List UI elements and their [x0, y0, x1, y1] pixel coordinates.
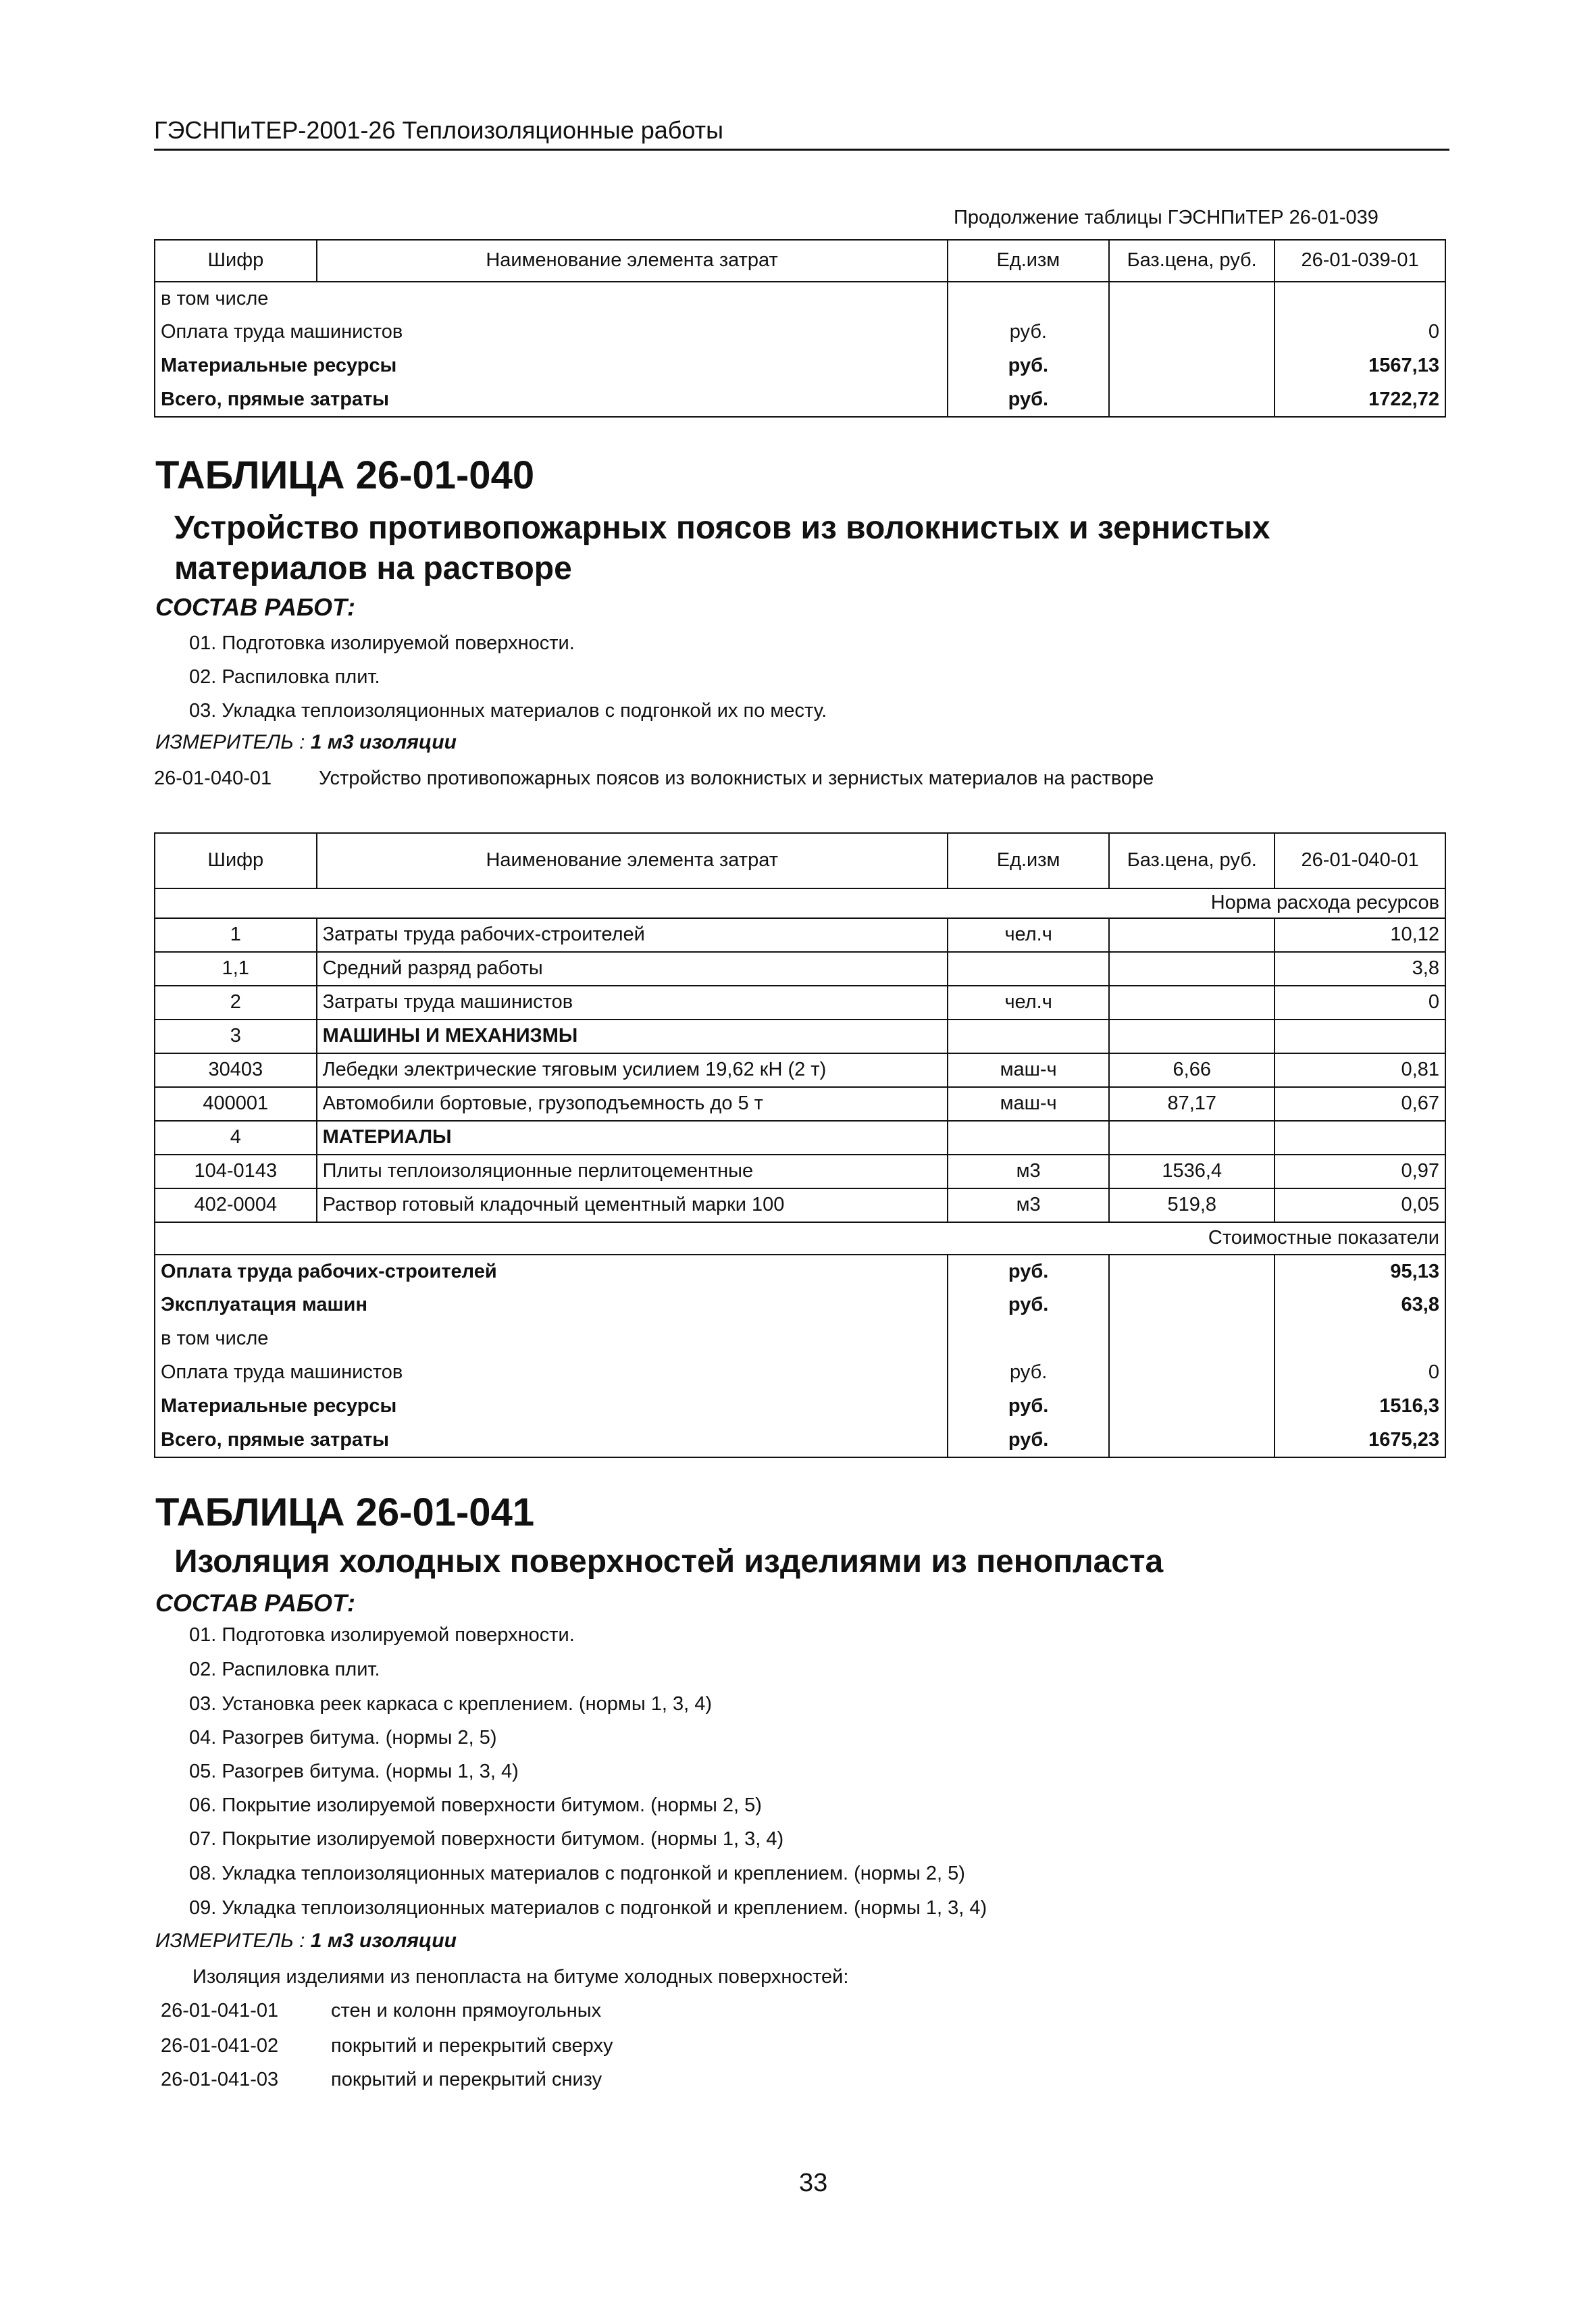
- work-step: 08. Укладка теплоизоляционных материалов с подгонкой и креплением. (нормы 2, 5): [189, 1863, 965, 1884]
- section-row: [155, 888, 1445, 918]
- row-price: [1109, 1255, 1275, 1288]
- row-code: 30403: [155, 1053, 317, 1087]
- row-name: Раствор готовый кладочный цементный марки 100: [317, 1188, 948, 1222]
- work-step: 06. Покрытие изолируемой поверхности битумом. (нормы 2, 5): [189, 1794, 762, 1816]
- row-price: 6,66: [1109, 1053, 1275, 1087]
- table-row: [155, 1322, 1445, 1356]
- work-step: 01. Подготовка изолируемой поверхности.: [189, 632, 575, 654]
- row-value: 0,81: [1275, 1053, 1445, 1087]
- row-code: 104-0143: [155, 1155, 317, 1188]
- work-step: 05. Разогрев битума. (нормы 1, 3, 4): [189, 1761, 519, 1782]
- row-name: Всего, прямые затраты: [155, 383, 948, 417]
- work-step: 07. Покрытие изолируемой поверхности битумом. (нормы 1, 3, 4): [189, 1828, 784, 1850]
- section-row: [155, 1222, 1445, 1255]
- work-composition-label: СОСТАВ РАБОТ:: [155, 1589, 355, 1617]
- row-name: Автомобили бортовые, грузоподъемность до 5 т: [317, 1087, 948, 1121]
- row-name: Оплата труда машинистов: [155, 316, 948, 349]
- row-value: 0,97: [1275, 1155, 1445, 1188]
- row-value: 1722,72: [1275, 383, 1445, 417]
- row-value: 1567,13: [1275, 349, 1445, 383]
- row-price: 87,17: [1109, 1087, 1275, 1121]
- col-header-item: 26-01-040-01: [1275, 833, 1445, 888]
- group-description: Изоляция изделиями из пенопласта на битуме холодных поверхностей:: [192, 1966, 849, 1988]
- work-composition-label: СОСТАВ РАБОТ:: [155, 593, 355, 621]
- row-name: Затраты труда машинистов: [317, 986, 948, 1020]
- table-row: [155, 383, 1445, 417]
- row-name: МАТЕРИАЛЫ: [317, 1121, 948, 1155]
- row-price: [1109, 282, 1275, 316]
- row-unit: чел.ч: [948, 986, 1109, 1020]
- row-price: [1109, 383, 1275, 417]
- table-row: [155, 918, 1445, 952]
- table-row: [155, 1121, 1445, 1155]
- row-name: Плиты теплоизоляционные перлитоцементные: [317, 1155, 948, 1188]
- row-unit: руб.: [948, 349, 1110, 383]
- work-step: 01. Подготовка изолируемой поверхности.: [189, 1624, 575, 1646]
- row-value: 0,05: [1275, 1188, 1445, 1222]
- measure-label: ИЗМЕРИТЕЛЬ :: [155, 731, 305, 753]
- row-price: [1109, 1390, 1275, 1424]
- item-code: 26-01-041-02: [161, 2035, 279, 2057]
- row-value: 1675,23: [1275, 1424, 1445, 1457]
- row-price: [1109, 349, 1275, 383]
- row-name: в том числе: [155, 282, 948, 316]
- row-price: [1109, 986, 1275, 1020]
- table-row: [155, 952, 1445, 986]
- row-value: [1275, 282, 1445, 316]
- col-header-price: Баз.цена, руб.: [1109, 240, 1275, 282]
- item-description: Устройство противопожарных поясов из волокнистых и зернистых материалов на растворе: [319, 768, 1154, 789]
- row-code: 2: [155, 986, 317, 1020]
- row-name: Средний разряд работы: [317, 952, 948, 986]
- row-name: Материальные ресурсы: [155, 349, 948, 383]
- row-name: Оплата труда рабочих-строителей: [155, 1255, 948, 1288]
- row-unit: руб.: [948, 1390, 1109, 1424]
- table-row: [155, 1390, 1445, 1424]
- item-code: 26-01-041-01: [161, 2000, 279, 2021]
- table-row: [155, 1188, 1445, 1222]
- row-unit: руб.: [948, 1424, 1109, 1457]
- row-value: 95,13: [1275, 1255, 1445, 1288]
- row-value: 0: [1275, 316, 1445, 349]
- table-039: [154, 239, 1446, 418]
- work-step: 03. Укладка теплоизоляционных материалов с подгонкой их по месту.: [189, 700, 827, 722]
- row-name: Оплата труда машинистов: [155, 1356, 948, 1390]
- row-value: [1275, 1121, 1445, 1155]
- header-divider: [154, 149, 1449, 151]
- row-code: 402-0004: [155, 1188, 317, 1222]
- row-price: [1109, 952, 1275, 986]
- work-step: 02. Распиловка плит.: [189, 666, 380, 688]
- row-unit: [948, 1322, 1109, 1356]
- row-unit: м3: [948, 1188, 1109, 1222]
- measure-unit-line: [155, 731, 457, 754]
- norma-section-label: Норма расхода ресурсов: [155, 888, 1445, 918]
- row-price: [1109, 1322, 1275, 1356]
- table-row: [155, 1087, 1445, 1121]
- row-price: [1109, 1424, 1275, 1457]
- work-step: 03. Установка реек каркаса с креплением. (нормы 1, 3, 4): [189, 1693, 713, 1715]
- table-row: [155, 1020, 1445, 1053]
- measure-unit-line: [155, 1930, 457, 1953]
- row-unit: [948, 1020, 1109, 1053]
- col-header-price: Баз.цена, руб.: [1109, 833, 1275, 888]
- row-value: [1275, 1020, 1445, 1053]
- row-price: [1109, 918, 1275, 952]
- cost-section-label: Стоимостные показатели: [155, 1222, 1445, 1255]
- table-040-title: Устройство противопожарных поясов из волокнистых и зернистых материалов на растворе: [174, 510, 1270, 586]
- col-header-code: Шифр: [155, 240, 317, 282]
- page-number: 33: [799, 2169, 828, 2197]
- measure-value: 1 м3 изоляции: [310, 731, 457, 753]
- row-unit: руб.: [948, 1356, 1109, 1390]
- row-value: 0: [1275, 1356, 1445, 1390]
- row-unit: [948, 952, 1109, 986]
- row-unit: руб.: [948, 1288, 1109, 1322]
- work-step: 02. Распиловка плит.: [189, 1659, 380, 1680]
- item-description: покрытий и перекрытий сверху: [331, 2035, 613, 2057]
- row-value: 0,67: [1275, 1087, 1445, 1121]
- item-description: покрытий и перекрытий снизу: [331, 2069, 602, 2090]
- table-row: [155, 1053, 1445, 1087]
- row-name: Материальные ресурсы: [155, 1390, 948, 1424]
- running-header: ГЭСНПиТЕР-2001-26 Теплоизоляционные работы: [154, 116, 723, 144]
- row-value: [1275, 1322, 1445, 1356]
- row-price: 1536,4: [1109, 1155, 1275, 1188]
- col-header-unit: Ед.изм: [948, 240, 1110, 282]
- table-row: [155, 1424, 1445, 1457]
- row-code: 1,1: [155, 952, 317, 986]
- row-unit: маш-ч: [948, 1087, 1109, 1121]
- row-name: Эксплуатация машин: [155, 1288, 948, 1322]
- table-041-heading: ТАБЛИЦА 26-01-041: [155, 1490, 535, 1534]
- measure-value: 1 м3 изоляции: [310, 1930, 457, 1952]
- row-price: [1109, 1288, 1275, 1322]
- col-header-name: Наименование элемента затрат: [317, 833, 948, 888]
- work-step: 04. Разогрев битума. (нормы 2, 5): [189, 1727, 497, 1749]
- table-row: [155, 282, 1445, 316]
- row-unit: маш-ч: [948, 1053, 1109, 1087]
- row-unit: чел.ч: [948, 918, 1109, 952]
- row-price: [1109, 316, 1275, 349]
- table-header-row: [155, 833, 1445, 888]
- col-header-code: Шифр: [155, 833, 317, 888]
- col-header-name: Наименование элемента затрат: [317, 240, 948, 282]
- table-header-row: [155, 240, 1445, 282]
- col-header-unit: Ед.изм: [948, 833, 1109, 888]
- item-code: 26-01-041-03: [161, 2069, 279, 2090]
- row-unit: м3: [948, 1155, 1109, 1188]
- row-value: 10,12: [1275, 918, 1445, 952]
- table-row: [155, 1356, 1445, 1390]
- table-040-heading: ТАБЛИЦА 26-01-040: [155, 453, 535, 497]
- continuation-caption: Продолжение таблицы ГЭСНПиТЕР 26-01-039: [954, 207, 1379, 228]
- row-name: Затраты труда рабочих-строителей: [317, 918, 948, 952]
- table-041-title: Изоляция холодных поверхностей изделиями из пенопласта: [174, 1544, 1164, 1580]
- table-040: [154, 832, 1446, 1458]
- table-row: [155, 986, 1445, 1020]
- table-row: [155, 349, 1445, 383]
- item-description: стен и колонн прямоугольных: [331, 2000, 602, 2021]
- row-name: Всего, прямые затраты: [155, 1424, 948, 1457]
- col-header-item: 26-01-039-01: [1275, 240, 1445, 282]
- row-code: 400001: [155, 1087, 317, 1121]
- row-code: 3: [155, 1020, 317, 1053]
- table-row: [155, 1155, 1445, 1188]
- table-row: [155, 1255, 1445, 1288]
- row-price: [1109, 1356, 1275, 1390]
- row-value: 63,8: [1275, 1288, 1445, 1322]
- row-code: 1: [155, 918, 317, 952]
- row-price: [1109, 1020, 1275, 1053]
- row-unit: руб.: [948, 1255, 1109, 1288]
- row-value: 3,8: [1275, 952, 1445, 986]
- row-price: 519,8: [1109, 1188, 1275, 1222]
- row-name: Лебедки электрические тяговым усилием 19,62 кН (2 т): [317, 1053, 948, 1087]
- table-row: [155, 1288, 1445, 1322]
- table-row: [155, 316, 1445, 349]
- row-name: МАШИНЫ И МЕХАНИЗМЫ: [317, 1020, 948, 1053]
- row-name: в том числе: [155, 1322, 948, 1356]
- row-code: 4: [155, 1121, 317, 1155]
- row-unit: [948, 282, 1110, 316]
- row-value: 1516,3: [1275, 1390, 1445, 1424]
- measure-label: ИЗМЕРИТЕЛЬ :: [155, 1930, 305, 1952]
- row-price: [1109, 1121, 1275, 1155]
- row-unit: [948, 1121, 1109, 1155]
- row-unit: руб.: [948, 316, 1110, 349]
- work-step: 09. Укладка теплоизоляционных материалов с подгонкой и креплением. (нормы 1, 3, 4): [189, 1897, 987, 1919]
- row-value: 0: [1275, 986, 1445, 1020]
- item-code: 26-01-040-01: [154, 768, 272, 789]
- row-unit: руб.: [948, 383, 1110, 417]
